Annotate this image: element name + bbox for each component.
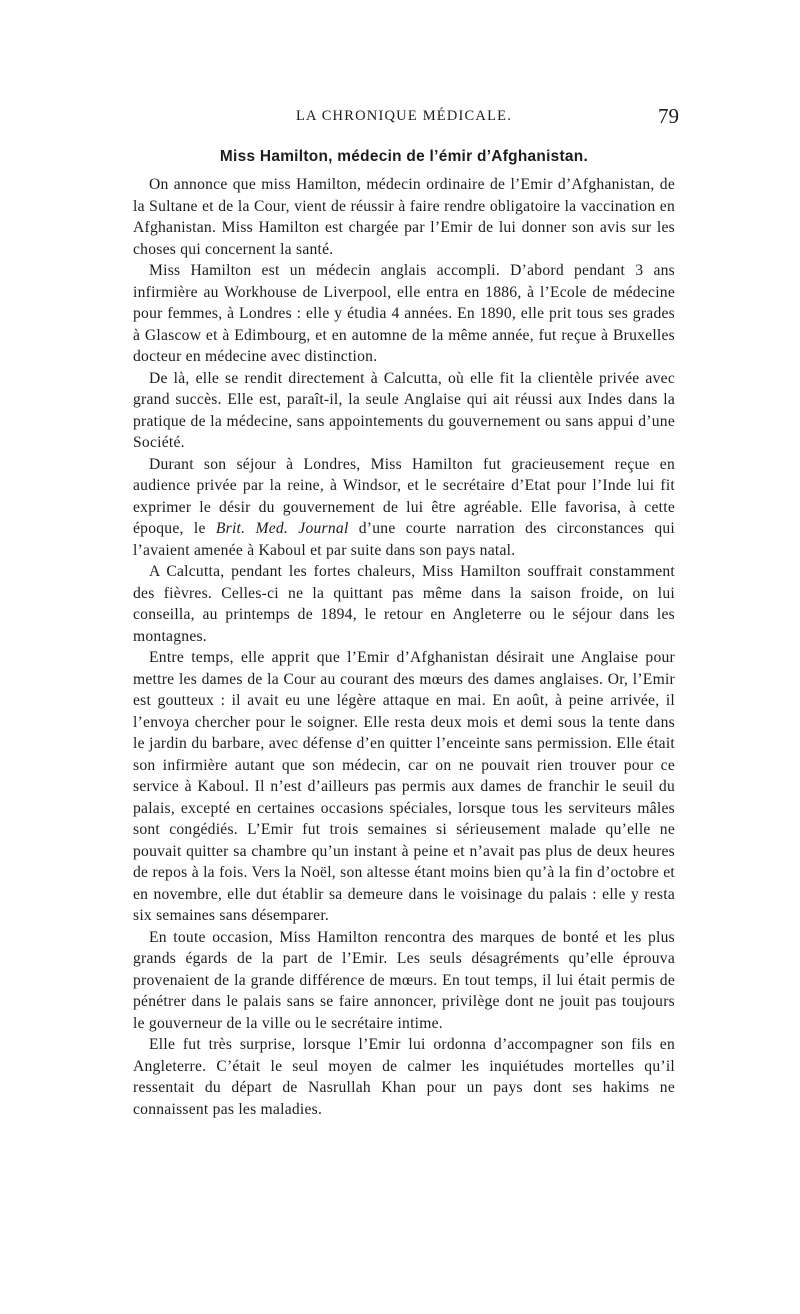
paragraph: Elle fut très surprise, lorsque l’Emir lui ordonna d’accompagner son fils en Angleterre. C’était le seul moyen de calmer les inquiétudes mortelles qu’il ressentait du départ de Nasrullah Khan pour un pays dont ses hakims ne connaissent pas les maladies. <box>133 1036 675 1118</box>
running-head <box>133 100 679 134</box>
paragraph: A Calcutta, pendant les fortes chaleurs, Miss Hamilton souffrait constamment des fièvres. Celles-ci ne la quittant pas même dans la saison froide, on lui conseilla, au printemps de 1894, le retour en Angleterre ou le séjour dans les montagnes. <box>133 563 675 645</box>
paragraph-text: d’une courte narration des circonstances qui l’avaient amenée à Kaboul et par suite dans son pays natal. <box>133 520 675 559</box>
article-title: Miss Hamilton, médecin de l’émir d’Afghanistan. <box>219 148 589 165</box>
paragraph: Miss Hamilton est un médecin anglais accompli. D’abord pendant 3 ans infirmière au Workhouse de Liverpool, elle entra en 1886, à l’Ecole de médecine pour femmes, à Londres : elle y étudia 4 années. En 1890, elle prit tous ses grades à Glascow et à Edimbourg, et en automne de la même année, fut reçue à Bruxelles docteur en médecine avec distinction. <box>133 262 675 365</box>
article-body <box>133 174 675 1120</box>
paragraph: En toute occasion, Miss Hamilton rencontra des marques de bonté et les plus grands égards de la part de l’Emir. Les seuls désagréments qu’elle éprouva provenaient de la grande différence de mœurs. En tout temps, il lui était permis de pénétrer dans le palais sans se faire annoncer, privilège dont ne jouit pas toujours le gouverneur de la ville ou le secrétaire intime. <box>133 928 675 1032</box>
page-number: 79 <box>658 104 679 128</box>
running-title: LA CHRONIQUE MÉDICALE. <box>295 108 513 124</box>
paragraph <box>133 454 675 562</box>
paragraph: Entre temps, elle apprit que l’Emir d’Afghanistan désirait une Anglaise pour mettre les dames de la Cour au courant des mœurs des dames anglaises. Or, l’Emir est goutteux : il avait eu une légère attaque en mai. En août, à peine arrivée, il l’envoya chercher pour le soigner. Elle resta deux mois et demi sous la tente dans le jardin du barbare, avec défense d’en quitter l’enceinte sans permission. Elle était son infirmière autant que son médecin, car on ne pouvait rien trouver pour ce service à Kaboul. Il n’est d’ailleurs pas permis aux dames de franchir le seuil du palais, excepté en certaines occasions spéciales, lorsque tous les serviteurs mâles sont congédiés. L’Emir fut trois semaines si sérieusement malade qu’elle ne pouvait quitter sa chambre qu’un instant à peine et n’avait pas plus de deux heures de repos à la fois. Vers la Noël, son altesse étant moins bien qu’à la fin d’octobre et en novembre, elle dut établir sa demeure dans le voisinage du palais : elle y resta six semaines sans désemparer. <box>133 649 675 924</box>
journal-title: Brit. Med. Journal <box>215 520 349 537</box>
book-page <box>133 100 679 1120</box>
paragraph: De là, elle se rendit directement à Calcutta, où elle fit la clientèle privée avec grand succès. Elle est, paraît-il, la seule Anglaise qui ait réussi aux Indes dans la pratique de la médecine, sans appointements du gouvernement ou sans appui d’une Société. <box>133 369 675 451</box>
paragraph-text: Durant son séjour à Londres, Miss Hamilton fut gracieusement reçue en audience privée par la reine, à Windsor, et le secrétaire d’Etat pour l’Inde lui fit exprimer le désir du gouvernement de lui être agréable. Elle favorisa, à cette époque, le <box>133 455 675 537</box>
paragraph: On annonce que miss Hamilton, médecin ordinaire de l’Emir d’Afghanistan, de la Sultane et de la Cour, vient de réussir à faire rendre obligatoire la vaccination en Afghanistan. Miss Hamilton est chargée par l’Emir de lui donner son avis sur les choses qui concernent la santé. <box>133 176 675 258</box>
